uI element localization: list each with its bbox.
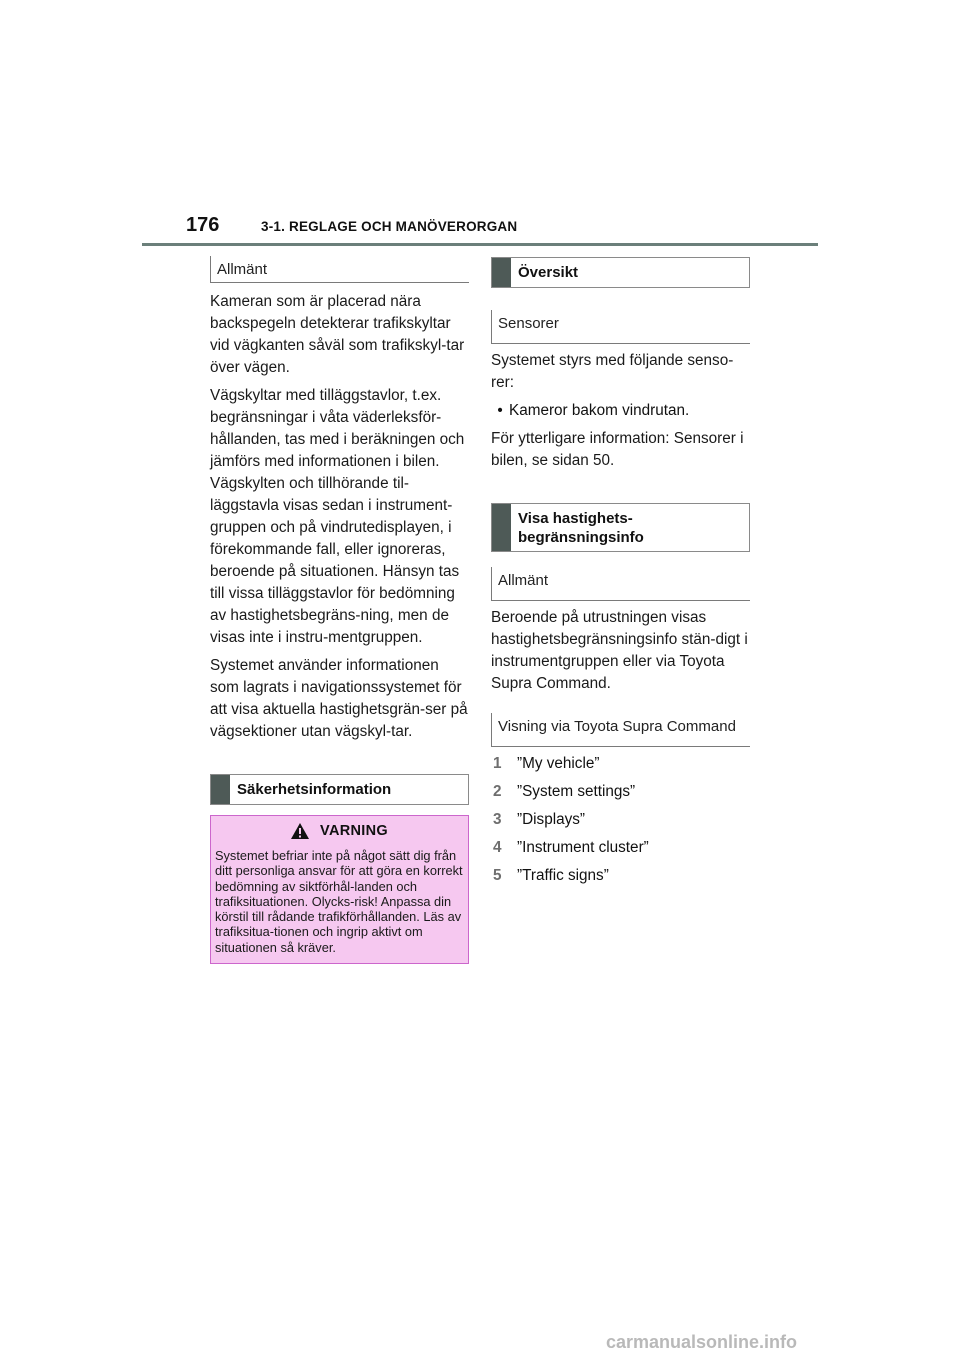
subheading-sensorer xyxy=(491,310,750,344)
subheading-visning xyxy=(491,713,750,747)
section-oversikt-label: Översikt xyxy=(518,264,579,281)
warning-title xyxy=(215,816,463,848)
step-text: ”Traffic signs” xyxy=(517,867,609,884)
bullet-dot: • xyxy=(497,402,503,419)
section-visa xyxy=(491,503,750,552)
page-number: 176 xyxy=(186,214,220,236)
section-safety-label: Säkerhetsinformation xyxy=(237,781,392,798)
paragraph-equipment: Beroende på utrustningen visas hastighetsbegränsningsinfo stän-digt i instrumentgruppen eller via Toyota Supra Command. xyxy=(491,609,748,692)
warning-text: Systemet befriar inte på något sätt dig från ditt personliga ansvar för att göra en korrekt bedömning av siktförhål-landen och trafiksituationen. Olycks-risk! Anpassa din körstil till rådande trafikförhållanden. Läs av trafiksitua-tionen och ingrip aktivt om situationen så kräver. xyxy=(215,848,463,955)
step-text: ”My vehicle” xyxy=(517,755,600,772)
subheading-visning-label: Visning via Toyota Supra Command xyxy=(498,718,736,735)
step-number: 4 xyxy=(493,839,502,856)
paragraph-camera: Kameran som är placerad nära backspegeln detekterar trafikskyltar vid vägkanten såväl som trafikskyl-tar över vägen. xyxy=(210,293,465,376)
chapter-title: 3-1. REGLAGE OCH MANÖVERORGAN xyxy=(261,219,518,234)
step-number: 1 xyxy=(493,755,502,772)
left-column xyxy=(210,256,469,964)
step-item xyxy=(491,809,750,831)
warning-triangle-icon xyxy=(290,822,310,840)
section-oversikt xyxy=(491,257,750,288)
step-item xyxy=(491,753,750,775)
watermark: carmanualsonline.info xyxy=(606,1332,798,1352)
section-visa-label: Visa hastighets-begränsningsinfo xyxy=(518,510,644,546)
section-safety-info xyxy=(210,774,469,805)
paragraph-sensor-intro: Systemet styrs med följande senso-rer: xyxy=(491,352,734,391)
step-item xyxy=(491,865,750,887)
paragraph-signs: Vägskyltar med tilläggstavlor, t.ex. begränsningar i våta väderleksför-hållanden, tas med i beräkningen och jämförs med informationen i bilen. Vägskylten och tillhörande til-läggstavla visas sedan i instrument-gruppen och på vindrutedisplayen, i förekommande fall, eller ignoreras, beroende på situationen. Hänsyn tas till vissa tilläggstavlor för bedömning av hastighetsbegräns-ning, men de visas inte i instru-mentgruppen. xyxy=(210,387,465,646)
step-number: 2 xyxy=(493,783,502,800)
warning-box xyxy=(210,815,469,964)
subheading-sensorer-label: Sensorer xyxy=(498,315,559,332)
step-item xyxy=(491,781,750,803)
step-text: ”Instrument cluster” xyxy=(517,839,649,856)
paragraph-more-info: För ytterligare information: Sensorer i bilen, se sidan 50. xyxy=(491,430,744,469)
step-item xyxy=(491,837,750,859)
subheading-allmant-label: Allmänt xyxy=(217,261,268,278)
subheading-allmant-2-label: Allmänt xyxy=(498,572,549,589)
section-bar xyxy=(492,504,511,551)
header-rule xyxy=(142,243,818,246)
bullet-item xyxy=(491,400,750,422)
subheading-allmant xyxy=(210,256,469,283)
step-number: 5 xyxy=(493,867,502,884)
paragraph-navigation: Systemet använder informationen som lagrats i navigationssystemet för att visa aktuella hastighetsgrän-ser på vägsektioner utan vägskyl-tar. xyxy=(210,657,468,740)
step-text: ”System settings” xyxy=(517,783,636,800)
step-text: ”Displays” xyxy=(517,811,585,828)
bullet-text: Kameror bakom vindrutan. xyxy=(509,402,690,419)
step-list xyxy=(491,753,750,887)
subheading-allmant-2 xyxy=(491,567,750,601)
section-bar xyxy=(211,775,230,804)
section-bar xyxy=(492,258,511,287)
right-column xyxy=(491,257,750,893)
step-number: 3 xyxy=(493,811,502,828)
warning-title-label: VARNING xyxy=(320,823,388,839)
